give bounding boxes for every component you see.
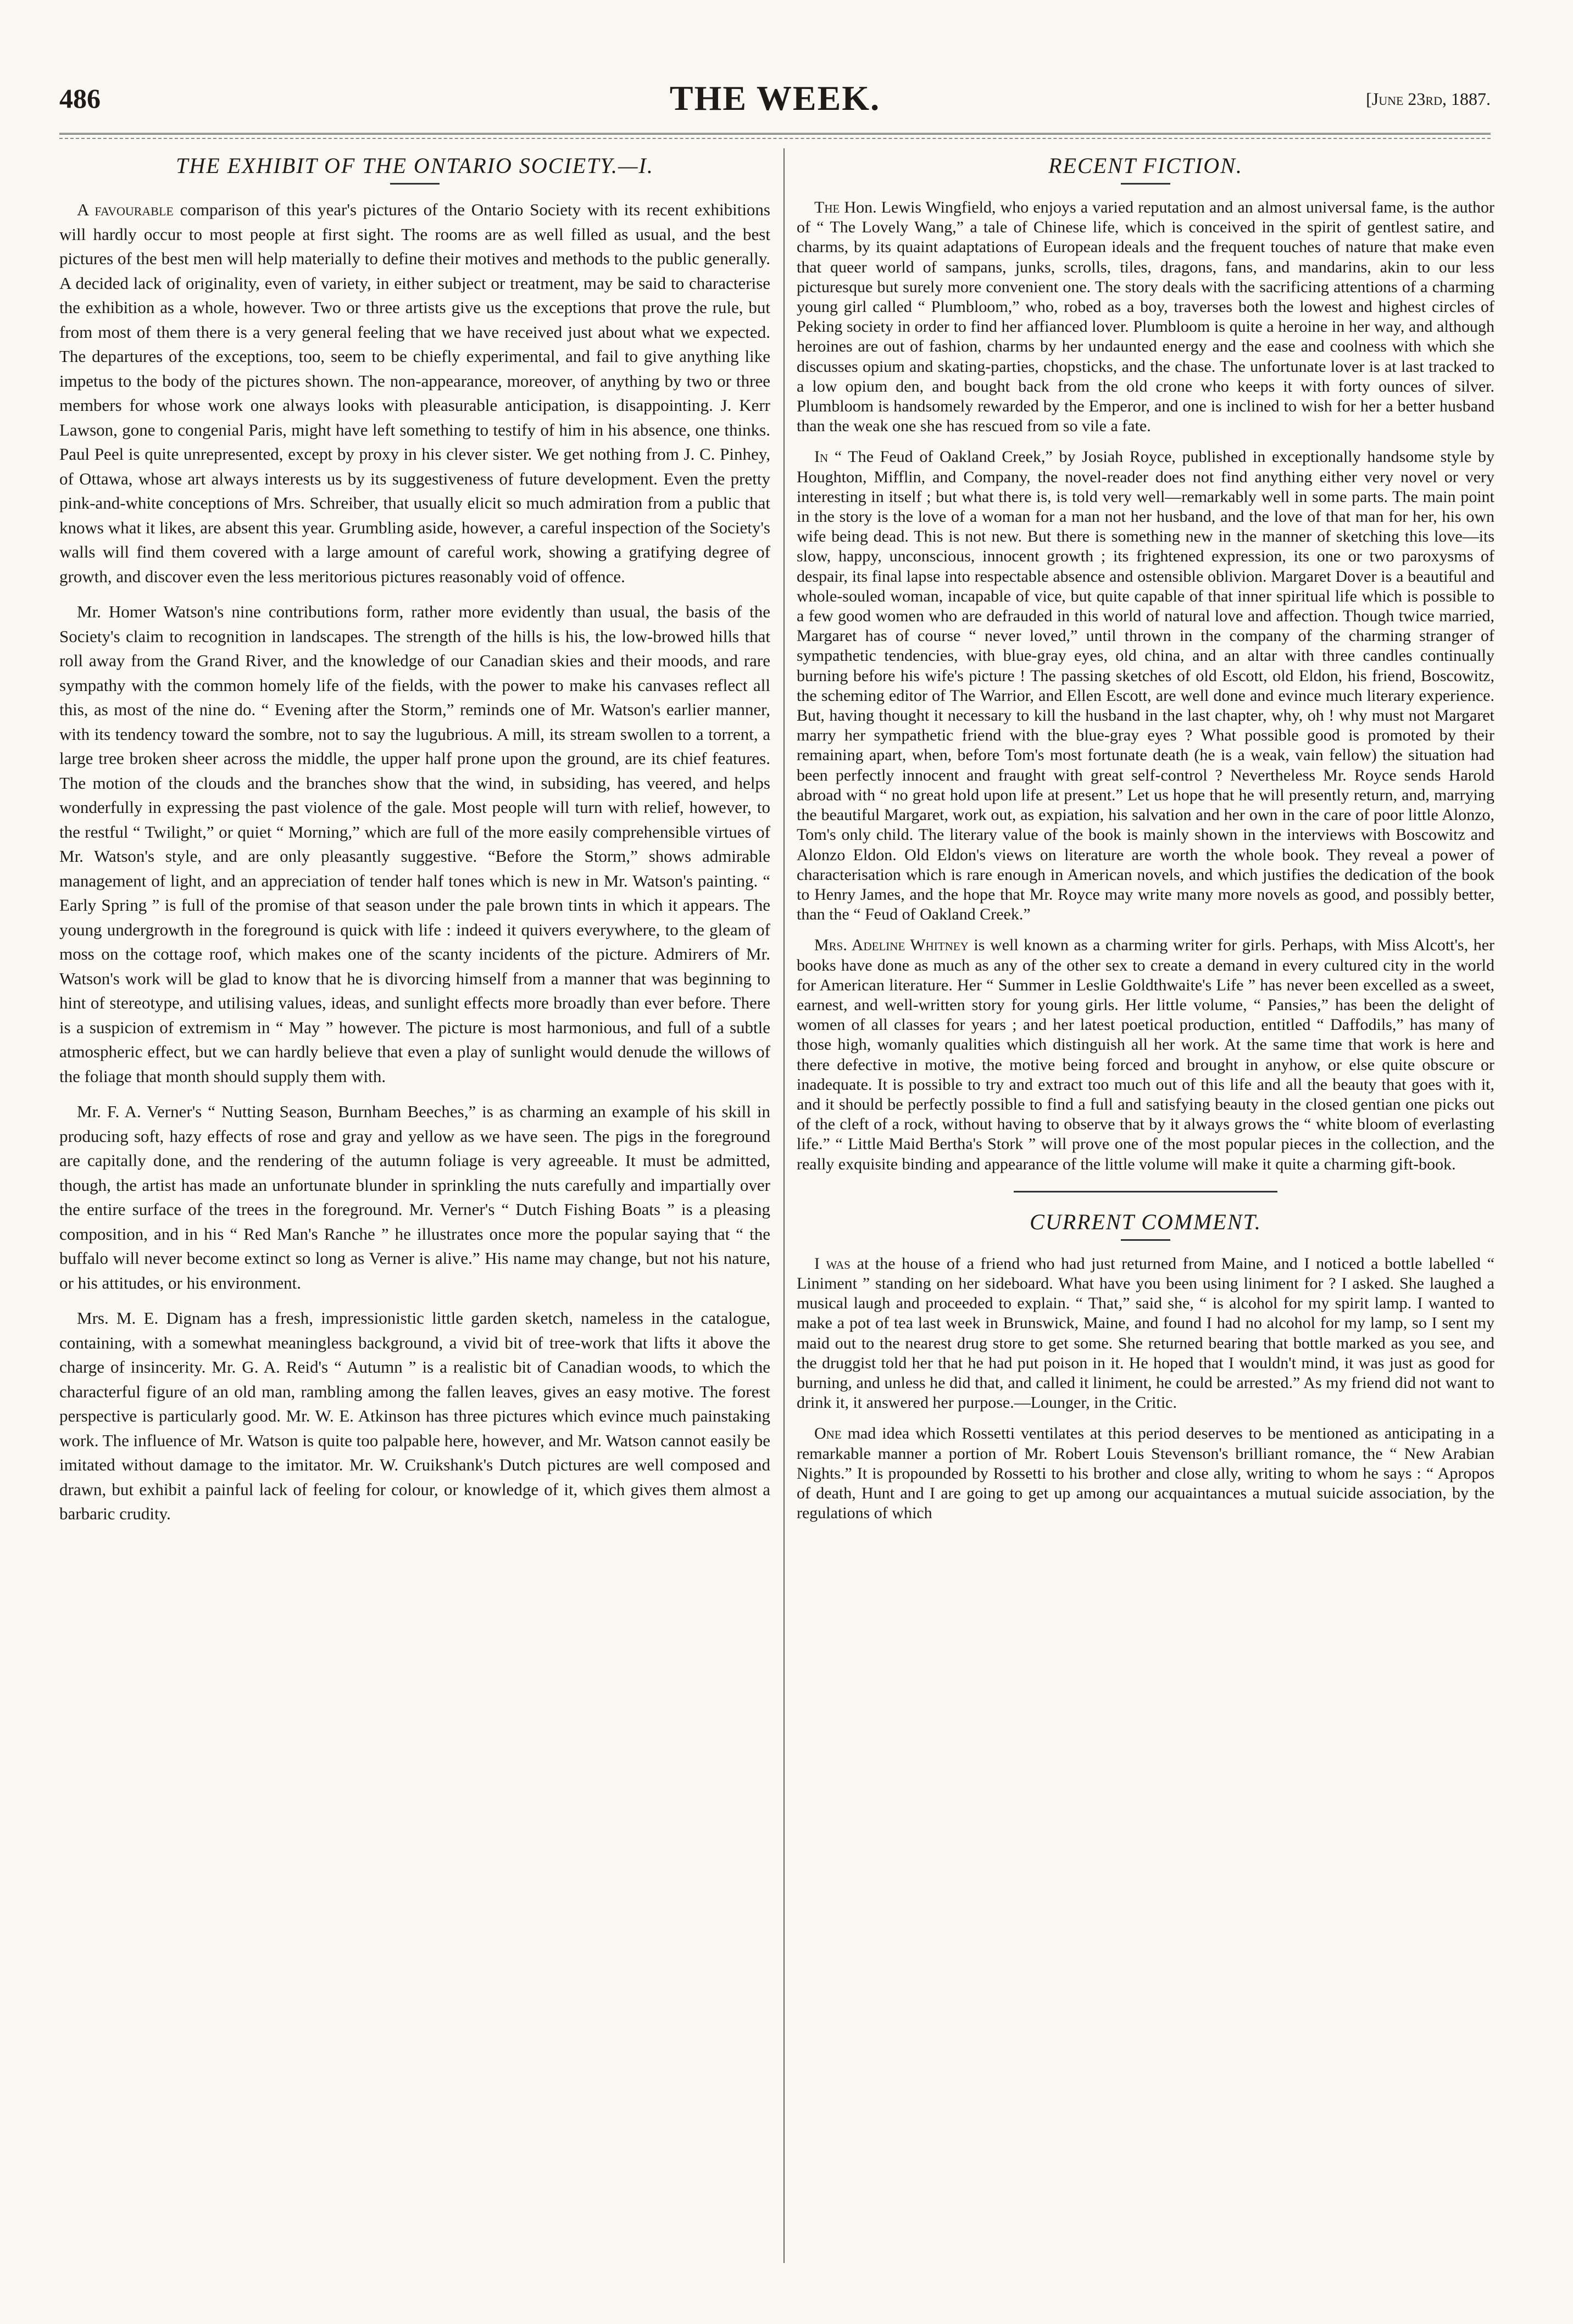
title-rule — [390, 183, 440, 185]
paragraph-text: Mr. Homer Watson's nine contributions form, rather more evidently than usual, the basis of the Society's claim to recognition in landscapes. The strength of the hills is his, the low-browed hills that roll away from the Grand River, and the knowledge of our Canadian skies and their moods, and rare sympathy with the common homely life of the fields, with the power to make his canvases reflect all this, as most of the nine do. “ Evening after the Storm,” reminds one of Mr. Watson's earlier manner, with its tendency toward the sombre, not to say the lugubrious. A mill, its stream swollen to a torrent, a large tree broken sheer across the middle, the upper half prone upon the ground, are its chief features. The motion of the clouds and the branches show that the wind, in subsiding, has veered, and helps wonderfully in expressing the past violence of the gale. Most people will turn with relief, however, to the restful “ Twilight,” or quiet “ Morning,” which are full of the more easily comprehensible virtues of Mr. Watson's style, and are only pleasantly suggestive. “Before the Storm,” shows admirable management of light, and an appreciation of tender half tones which is new in Mr. Watson's painting. “ Early Spring ” is full of the promise of that season under the pale brown tints in which it appears. The young undergrowth in the foreground is quick with life : indeed it quivers everywhere, to the gleam of moss on the cottage roof, which makes one of the scanty incidents of the picture. Admirers of Mr. Watson's work will be glad to know that he is divorcing himself from a manner that was beginning to hint of stereotype, and utilising values, ideas, and sunlight effects more broadly than ever before. There is a suspicion of extremism in “ May ” however. The picture is most harmonious, and full of a subtle atmospheric effect, but we can hardly believe that even a play of sunlight would denude the willows of the foliage that month should supply them with. — [59, 602, 770, 1086]
section-separator — [1014, 1191, 1277, 1192]
paragraph-lead: I was — [814, 1254, 851, 1273]
paragraph-lead: The — [814, 198, 840, 216]
paragraph-lead: One — [814, 1424, 842, 1443]
paragraph-text: mad idea which Rossetti ventilates at this period deserves to be mentioned as anticipating in a remarkable manner a portion of Mr. Robert Louis Stevenson's brilliant romance, the “ New Arabian Nights.” It is propounded by Rossetti to his brother and close ally, writing to whom he says : “ Apropos of death, Hunt and I are going to get up among our acquaintances a mutual suicide association, by the regulations of which — [797, 1424, 1494, 1523]
issue-date: [June 23rd, 1887. — [1366, 89, 1491, 109]
paragraph-lead: Mrs. Adeline Whitney — [814, 936, 969, 955]
article-title-ontario-society: THE EXHIBIT OF THE ONTARIO SOCIETY.—I. — [176, 153, 654, 178]
right-column — [797, 153, 1494, 1534]
comment-paragraph — [797, 1424, 1494, 1523]
review-paragraph — [797, 198, 1494, 436]
comment-paragraph — [797, 1254, 1494, 1413]
review-paragraph — [797, 447, 1494, 924]
section-title-current-comment: CURRENT COMMENT. — [1030, 1209, 1261, 1234]
review-paragraph — [797, 935, 1494, 1174]
title-rule — [1121, 183, 1170, 185]
paragraph-text: Mr. F. A. Verner's “ Nutting Season, Burnham Beeches,” is as charming an example of his skill in producing soft, hazy effects of rose and gray and yellow as we have seen. The pigs in the foreground are capitally done, and the rendering of the autumn foliage is very agreeable. It must be admitted, though, the artist has made an unfortunate blunder in sprinkling the nuts carefully and impartially over the entire surface of the trees in the foreground. Mr. Verner's “ Dutch Fishing Boats ” is a pleasing composition, and in his “ Red Man's Ranche ” he illustrates once more the popular saying that “ the buffalo will never become extinct so long as Verner is alive.” His name may change, but not his nature, or his attitudes, or his environment. — [59, 1102, 770, 1292]
title-rule — [1121, 1239, 1170, 1241]
article-paragraph — [59, 198, 770, 589]
page-number: 486 — [59, 83, 101, 114]
article-paragraph — [59, 1306, 770, 1526]
paragraph-text: “ The Feud of Oakland Creek,” by Josiah Royce, published in exceptionally handsome style by Houghton, Mifflin, and Company, the novel-reader does not find anything either very novel or very interesting in itself ; but what there is, is told very well—remarkably well in some parts. The main point in the story is the love of a woman for a man not her husband, and the love of that man for her, his own wife being dead. This is not new. But there is something new in the manner of sketching this love—its slow, happy, unconscious, innocent growth ; its frightened expression, its one or two paroxysms of despair, its final lapse into respectable absence and ostensible oblivion. Margaret Dover is a beautiful and whole-souled woman, incapable of vice, but quite capable of that inner spiritual life which is possible to a few good women who are defrauded in this world of natural love and affection. Though twice married, Margaret has of course “ never loved,” until thrown in the company of the charming stranger of sympathetic tendencies, with blue-gray eyes, old china, and an altar with three candles continually burning before his wife's picture ! The passing sketches of old Escott, old Eldon, his friend, Boscowitz, the scheming editor of The Warrior, and Ellen Escott, are well done and evince much literary experience. But, having thought it necessary to kill the husband in the last chapter, why, oh ! why must not Margaret marry her sympathetic friend with the blue-gray eyes ? What possible good is promoted by their remaining apart, when, before Tom's most fortunate death (he is a weak, vain fellow) the situation had been perfectly innocent and fraught with great self-control ? Nevertheless Mr. Royce sends Harold abroad with “ no great hold upon life at present.” Let us hope that he will presently return, and, marrying the beautiful Margaret, work out, as expiation, his salvation and her own in the care of poor little Alonzo, Tom's only child. The literary value of the book is mainly shown in the interviews with Boscowitz and Alonzo Eldon. Old Eldon's views on literature are worth the whole book. They reveal a power of characterisation which is rare enough in American novels, and which justifies the dedication of the book to Henry James, and the hope that Mr. Royce may write many more novels as good, and possibly better, than the “ Feud of Oakland Creek.” — [797, 448, 1494, 924]
paragraph-text: Mrs. M. E. Dignam has a fresh, impressionistic little garden sketch, nameless in the catalogue, containing, with a somewhat meaningless background, a vivid bit of tree-work that lifts it above the charge of insincerity. Mr. G. A. Reid's “ Autumn ” is a realistic bit of Canadian woods, to which the characterful figure of an old man, rambling among the fallen leaves, gives an easy motive. The forest perspective is particularly good. Mr. W. E. Atkinson has three pictures which evince much painstaking work. The influence of Mr. Watson is quite too palpable here, however, and Mr. Watson cannot easily be imitated without damage to the imitator. Mr. W. Cruikshank's Dutch pictures are well composed and drawn, but exhibit a painful lack of feeling for colour, or knowledge of it, which gives them almost a barbaric crudity. — [59, 1308, 770, 1523]
paragraph-text: comparison of this year's pictures of the Ontario Society with its recent exhibitions will hardly occur to most people at first sight. The rooms are as well filled as usual, and the best pictures of the best men will help materially to define their motives and methods to the public generally. A decided lack of originality, even of variety, in either subject or treatment, may be said to characterise the exhibition as a whole, however. Two or three artists give us the exceptions that prove the rule, but from most of them there is a very general feeling that we have received just about what we expected. The departures of the exceptions, too, seem to be chiefly experimental, and fail to give anything like impetus to the body of the pictures shown. The non-appearance, moreover, of anything by two or three members for whose work one always looks with pleasurable anticipation, is disappointing. J. Kerr Lawson, gone to congenial Paris, might have left something to testify of him in his absence, one thinks. Paul Peel is quite unrepresented, except by proxy in his clever sister. We get nothing from J. C. Pinhey, of Ottawa, whose art always interests us by its suggestiveness of future development. Even the pretty pink-and-white conceptions of Mrs. Schreiber, that usually elicit so much admiration from a public that knows what it likes, are absent this year. Grumbling aside, however, a careful inspection of the Society's walls will find them covered with a large amount of careful work, showing a gratifying degree of growth, and discover even the less meritorious pictures reasonably void of offence. — [59, 200, 770, 586]
header-rule — [59, 133, 1491, 139]
article-paragraph — [59, 600, 770, 1089]
paragraph-text: is well known as a charming writer for girls. Perhaps, with Miss Alcott's, her books have done as much as any of the other sex to create a demand in every cultured city in the world for American literature. Her “ Summer in Leslie Goldthwaite's Life ” has never been excelled as a sweet, earnest, and well-written story for young girls. Her little volume, “ Pansies,” has been the delight of women of all classes for years ; and her latest poetical production, entitled “ Daffodils,” has many of those high, womanly qualities which distinguish all her work. At the same time that work is here and there defective in motive, the motive being forced and brought in anyhow, or else quite obscure or inadequate. It is possible to try and extract too much out of this life and all the beauty that goes with it, and it should be perfectly possible to find a full and satisfying beauty in the closed gentian one picks out of the cleft of a rock, without having to observe that by it always grows the “ white bloom of everlasting life.” “ Little Maid Bertha's Stork ” will prove one of the most popular pieces in the collection, and the really exquisite binding and appearance of the little volume will make it quite a charming gift-book. — [797, 936, 1494, 1173]
paragraph-lead: In — [814, 448, 829, 466]
section-title-recent-fiction: RECENT FICTION. — [1048, 153, 1243, 178]
article-paragraph — [59, 1100, 770, 1295]
page-header — [59, 79, 1491, 126]
paragraph-text: Hon. Lewis Wingfield, who enjoys a varied reputation and an almost universal fame, is the author of “ The Lovely Wang,” a tale of Chinese life, which is conceived in the spirit of gentlest satire, and charms, by its quaint adaptations of European ideals and the frequent touches of nature that make even that queer world of sampans, junks, scrolls, tiles, dragons, fans, and mandarins, akin to our less picturesque but surely more convenient one. The story deals with the sacrificing attentions of a charming young girl called “ Plumbloom,” who, robed as a boy, traverses both the lowest and highest circles of Peking society in order to find her affianced lover. Plumbloom is quite a heroine in her way, and although heroines are out of fashion, charms by her undaunted energy and the ease and coolness with which she discusses opium and skating-parties, chopsticks, and the chase. The unfortunate lover is at last tracked to a low opium den, and bought back from the old crone who keeps it with forty ounces of silver. Plumbloom is handsomely rewarded by the Emperor, and one is inclined to wish for her a better husband than the weak one she has rescued from so vile a fate. — [797, 198, 1494, 436]
paragraph-text: at the house of a friend who had just returned from Maine, and I noticed a bottle labelled “ Liniment ” standing on her sideboard. What have you been using liniment for ? I asked. She laughed a musical laugh and proceeded to explain. “ That,” said she, “ is alcohol for my spirit lamp. I wanted to make a pot of tea last week in Brunswick, Maine, and found I had no alcohol for my lamp, so I sent my maid out to the nearest drug store to get some. She returned bearing that bottle marked as you see, and the druggist told her that he had put poison in it. He hoped that I wouldn't mind, it was just as good for burning, and unless he did that, and called it liniment, he could be arrested.” As my friend did not want to drink it, it answered her purpose.—Lounger, in the Critic. — [797, 1254, 1495, 1412]
paragraph-lead: A favourable — [77, 200, 174, 219]
column-divider — [783, 148, 785, 2263]
left-column — [59, 153, 770, 1537]
masthead-title: THE WEEK. — [669, 79, 881, 118]
